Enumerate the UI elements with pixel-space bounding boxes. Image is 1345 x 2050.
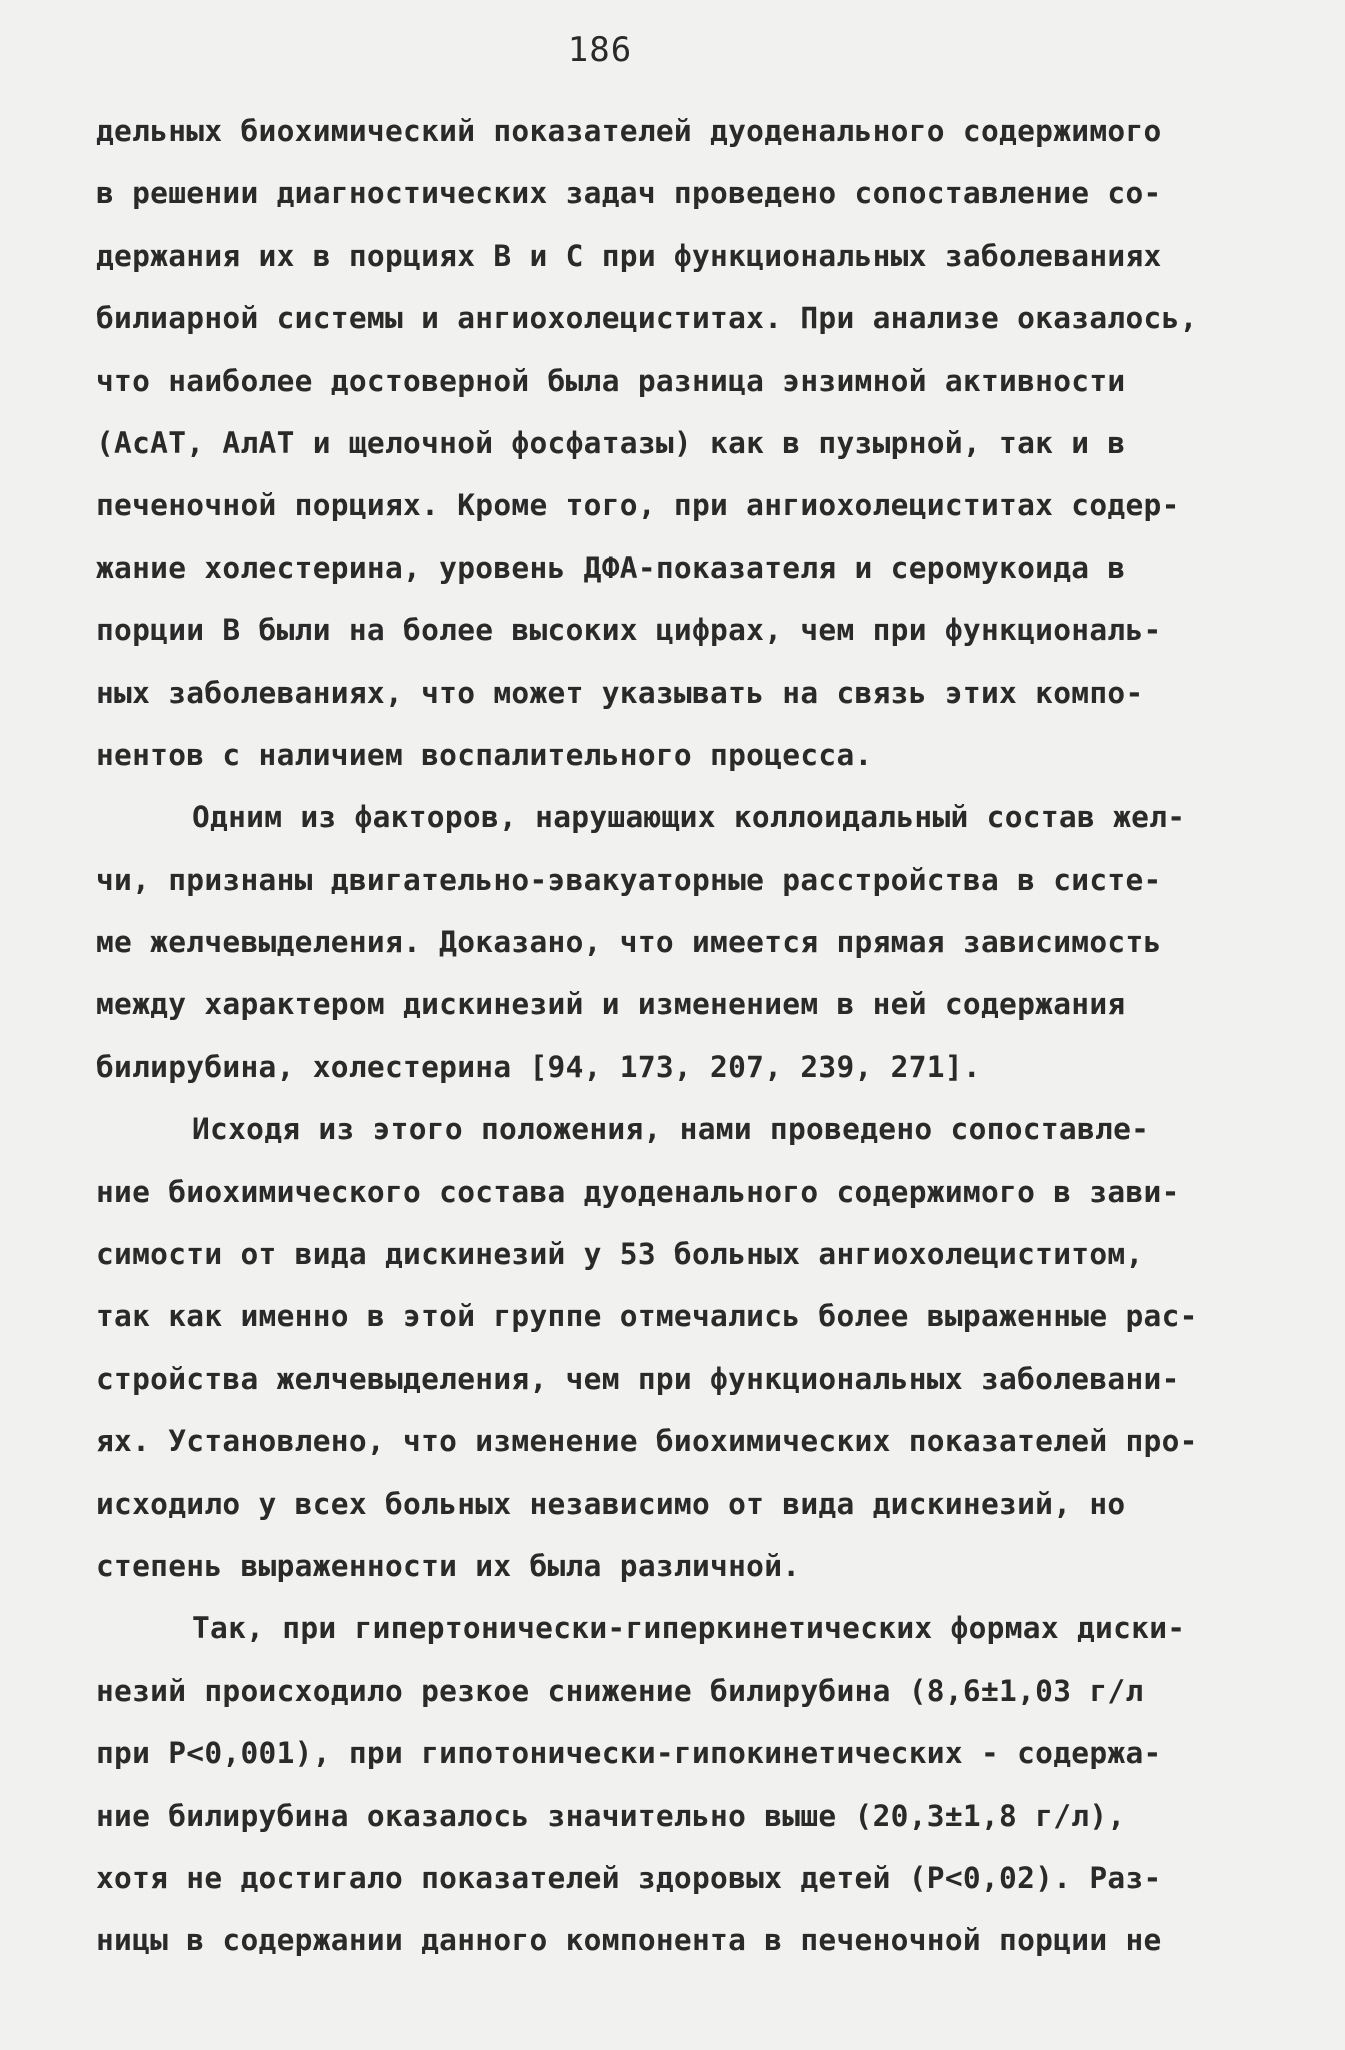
- text-line: чи, признаны двигательно-эвакуаторные расстройства в систе-: [96, 862, 1162, 897]
- text-line: порции В были на более высоких цифрах, чем при функциональ-: [96, 613, 1162, 648]
- text-line: между характером дискинезий и изменением в ней содержания: [96, 987, 1126, 1022]
- text-line: держания их в порциях В и С при функциональных заболеваниях: [96, 238, 1162, 273]
- text-line: ях. Установлено, что изменение биохимических показателей про-: [96, 1424, 1198, 1459]
- text-line: ние билирубина оказалось значительно выше (20,3±1,8 г/л),: [96, 1798, 1126, 1833]
- text-line: ние биохимического состава дуоденального содержимого в зави-: [96, 1174, 1180, 1209]
- text-line: симости от вида дискинезий у 53 больных ангиохолециститом,: [96, 1237, 1144, 1272]
- text-line: исходило у всех больных независимо от вида дискинезий, но: [96, 1486, 1126, 1521]
- text-line: хотя не достигало показателей здоровых детей (P<0,02). Раз-: [96, 1860, 1162, 1895]
- text-line: что наиболее достоверной была разница энзимной активности: [96, 363, 1126, 398]
- text-line: ных заболеваниях, что может указывать на связь этих компо-: [96, 675, 1144, 710]
- text-line: нентов с наличием воспалительного процесса.: [96, 737, 873, 772]
- text-line: стройства желчевыделения, чем при функциональных заболевани-: [96, 1361, 1180, 1396]
- text-line: незий происходило резкое снижение билирубина (8,6±1,03 г/л: [96, 1673, 1144, 1708]
- text-line: в решении диагностических задач проведено сопоставление со-: [96, 176, 1162, 211]
- text-line: (АсАТ, АлАТ и щелочной фосфатазы) как в пузырной, так и в: [96, 425, 1126, 460]
- text-line: при P<0,001), при гипотонически-гипокинетических - содержа-: [96, 1736, 1162, 1771]
- text-line: степень выраженности их была различной.: [96, 1548, 801, 1583]
- text-line: дельных биохимический показателей дуоденального содержимого: [96, 114, 1162, 148]
- text-line: так как именно в этой группе отмечались более выраженные рас-: [96, 1299, 1198, 1334]
- text-line: Исходя из этого положения, нами проведено сопоставле-: [192, 1112, 1150, 1147]
- text-line: билирубина, холестерина [94, 173, 207, 239, 271].: [96, 1049, 981, 1084]
- text-line: ницы в содержании данного компонента в печеночной порции не: [96, 1923, 1162, 1958]
- text-line: Одним из факторов, нарушающих коллоидальный состав жел-: [192, 800, 1186, 835]
- body-text: [96, 100, 1266, 1972]
- text-line: печеночной порциях. Кроме того, при ангиохолециститах содер-: [96, 488, 1180, 523]
- page-number: 186: [567, 30, 633, 70]
- text-line: билиарной системы и ангиохолециститах. При анализе оказалось,: [96, 301, 1198, 336]
- text-line: Так, при гипертонически-гиперкинетических формах диски-: [192, 1611, 1186, 1646]
- text-line: жание холестерина, уровень ДФА-показателя и серомукоида в: [96, 550, 1126, 585]
- text-line: ме желчевыделения. Доказано, что имеется прямая зависимость: [96, 925, 1162, 960]
